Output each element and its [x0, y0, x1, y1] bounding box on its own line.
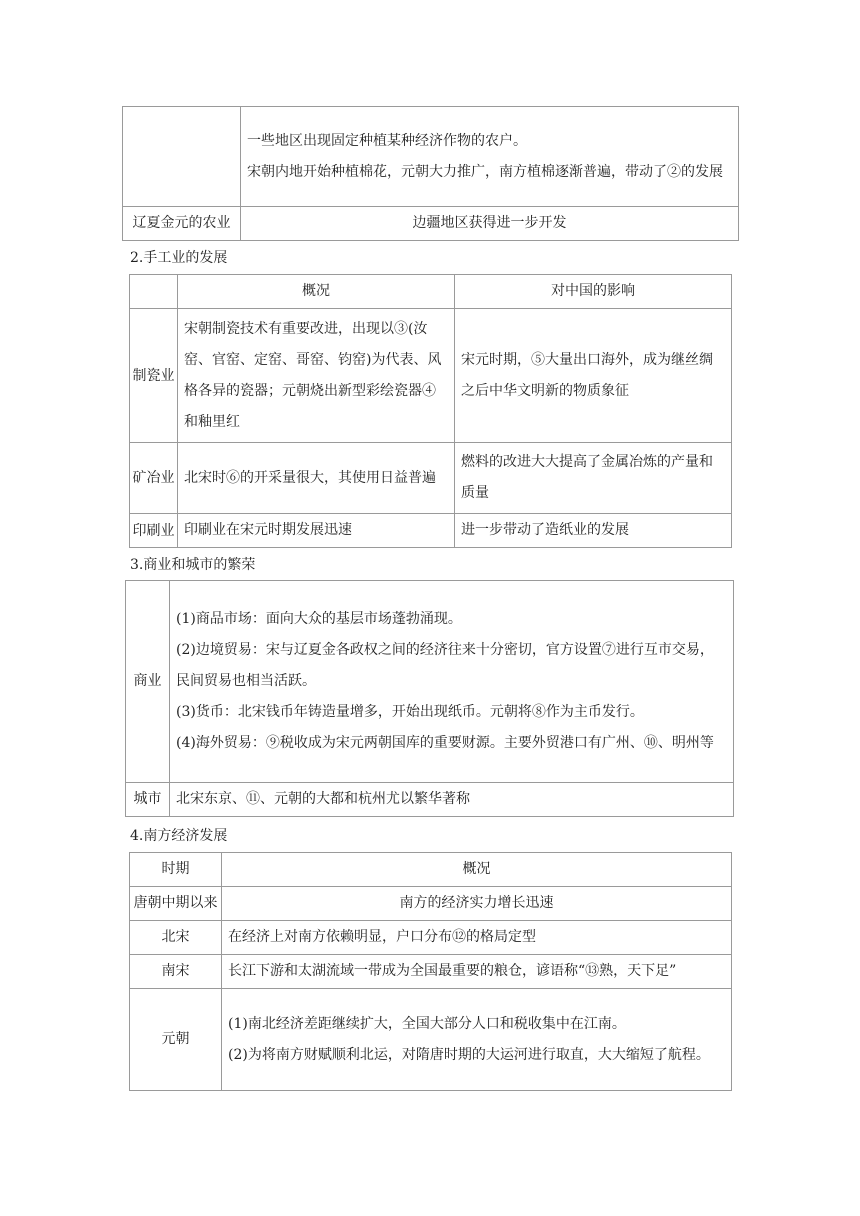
liao-text: 边疆地区获得进一步开发: [241, 207, 739, 241]
south-period: 北宋: [130, 921, 222, 955]
south-text: 在经济上对南方依赖明显，户口分布⑫的格局定型: [222, 921, 732, 955]
handicraft-table: [129, 274, 732, 548]
handicraft-row-overview: 宋朝制瓷技术有重要改进，出现以③(汝窑、官窑、定窑、哥窑、钧窑)为代表、风格各异的瓷器；元朝烧出新型彩绘瓷器④和釉里红: [178, 309, 455, 443]
commerce-item: (4)海外贸易：⑨税收成为宋元两朝国库的重要财源。主要外贸港口有广州、⑩、明州等: [176, 735, 714, 751]
handicraft-col-impact: 对中国的影响: [455, 275, 732, 309]
commerce-item: (3)货币：北宋钱币年铸造量增多，开始出现纸币。元朝将⑧作为主币发行。: [176, 704, 644, 720]
south-col-period: 时期: [130, 853, 222, 887]
south-table: [129, 852, 732, 1091]
south-period: 唐朝中期以来: [130, 887, 222, 921]
yuan-item: (2)为将南方财赋顺利北运，对隋唐时期的大运河进行取直，大大缩短了航程。: [228, 1046, 710, 1063]
agriculture-line-1: 一些地区出现固定种植某种经济作物的农户。: [247, 132, 527, 149]
commerce-item: (1)商品市场：面向大众的基层市场蓬勃涌现。: [176, 611, 462, 627]
liao-label: 辽夏金元的农业: [123, 207, 241, 241]
agriculture-line-2: 宋朝内地开始种植棉花，元朝大力推广，南方植棉逐渐普遍，带动了②的发展: [247, 163, 723, 180]
handicraft-row-impact: 宋元时期，⑤大量出口海外，成为继丝绸之后中华文明新的物质象征: [455, 309, 732, 443]
commerce-heading: 3.商业和城市的繁荣: [130, 557, 256, 573]
south-text: 南方的经济实力增长迅速: [222, 887, 732, 921]
handicraft-row-label: 印刷业: [130, 514, 178, 548]
handicraft-row-label: 矿冶业: [130, 443, 178, 514]
commerce-label: 商业: [126, 581, 170, 783]
yuan-item: (1)南北经济差距继续扩大，全国大部分人口和税收集中在江南。: [228, 1015, 626, 1032]
handicraft-heading: 2.手工业的发展: [130, 250, 228, 266]
handicraft-col-overview: 概况: [178, 275, 455, 309]
city-label: 城市: [126, 783, 170, 817]
agriculture-empty-cell: [123, 107, 241, 207]
south-text: 长江下游和太湖流域一带成为全国最重要的粮仓，谚语称“⑬熟，天下足”: [222, 955, 732, 989]
handicraft-corner-cell: [130, 275, 178, 309]
handicraft-row-impact: 燃料的改进大大提高了金属冶炼的产量和质量: [455, 443, 732, 514]
commerce-items-cell: [170, 581, 734, 783]
yuan-label: 元朝: [130, 989, 222, 1091]
handicraft-row-label: 制瓷业: [130, 309, 178, 443]
city-text: 北宋东京、⑪、元朝的大都和杭州尤以繁华著称: [170, 783, 734, 817]
yuan-items-cell: [222, 989, 732, 1091]
agriculture-table: [122, 106, 739, 241]
commerce-table: [125, 580, 734, 817]
handicraft-row-overview: 北宋时⑥的开采量很大，其使用日益普遍: [178, 443, 455, 514]
handicraft-row-impact: 进一步带动了造纸业的发展: [455, 514, 732, 548]
south-period: 南宋: [130, 955, 222, 989]
commerce-item: (2)边境贸易：宋与辽夏金各政权之间的经济往来十分密切，官方设置⑦进行互市交易，民间贸易也相当活跃。: [176, 642, 714, 689]
south-heading: 4.南方经济发展: [130, 828, 228, 844]
handicraft-row-overview: 印刷业在宋元时期发展迅速: [178, 514, 455, 548]
south-col-overview: 概况: [222, 853, 732, 887]
agriculture-text-cell: [241, 107, 739, 207]
